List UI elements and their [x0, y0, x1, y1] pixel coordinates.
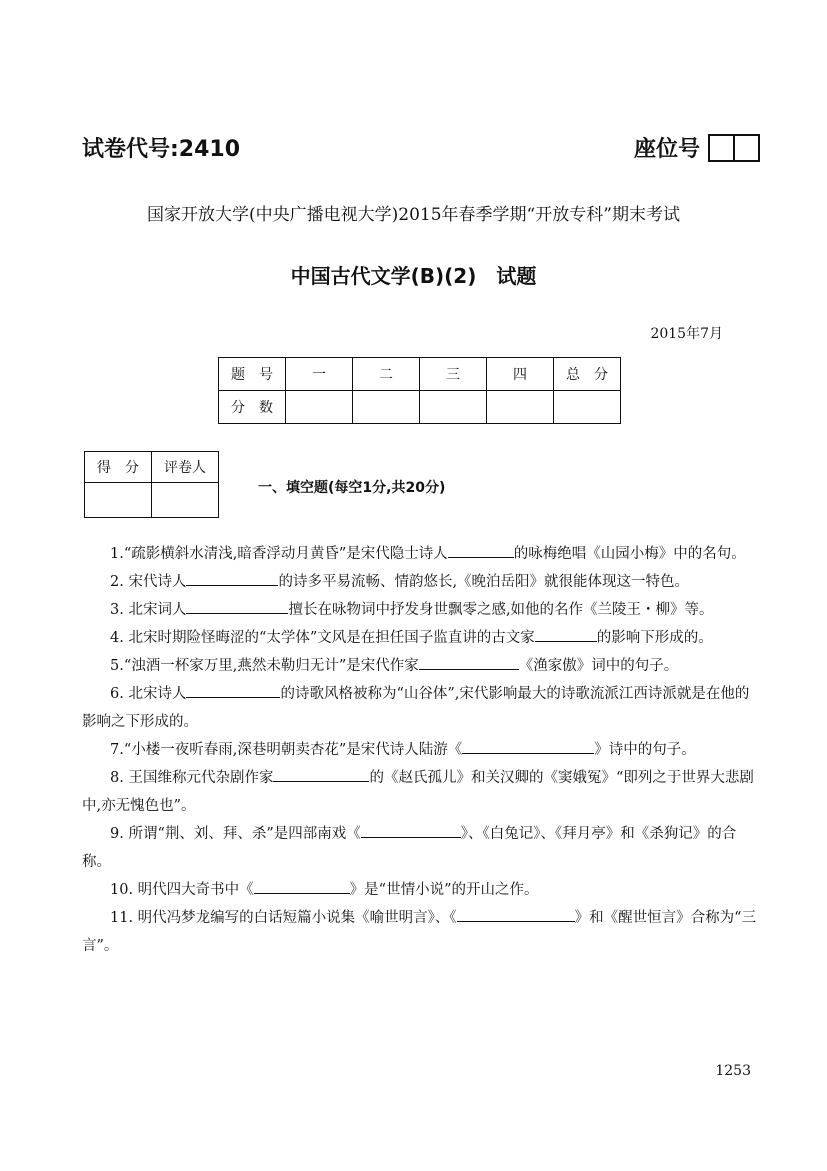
seat-label: 座位号: [634, 137, 701, 162]
score-header-cell: 二: [353, 358, 420, 391]
paper-code: 试卷代号:2410: [82, 137, 241, 162]
question-item: [82, 568, 757, 596]
question-list: [82, 540, 757, 960]
score-header-cell: 三: [420, 358, 487, 391]
question-text: 》是“世情小说”的开山之作。: [349, 882, 539, 898]
answer-blank[interactable]: [457, 905, 575, 922]
question-item: [82, 820, 757, 876]
score-cell[interactable]: [286, 391, 353, 424]
question-item: [82, 624, 757, 652]
question-text: 10. 明代四大奇书中《: [110, 882, 254, 898]
question-text: 擅长在咏物词中抒发身世飘零之感,如他的名作《兰陵王・柳》等。: [288, 602, 714, 618]
score-cell[interactable]: [420, 391, 487, 424]
question-text: 9. 所谓“荆、刘、拜、杀”是四部南戏《: [110, 826, 361, 842]
score-table-header-row: [219, 358, 621, 391]
seat-cell: [735, 136, 758, 160]
section-1-title: 一、填空题(每空1分,共20分): [258, 480, 446, 496]
grader-score-cell[interactable]: [85, 483, 152, 518]
answer-blank[interactable]: [462, 737, 594, 754]
question-text: 1.“疏影横斜水清浅,暗香浮动月黄昏”是宋代隐士诗人: [110, 546, 448, 562]
score-table-score-row: [219, 391, 621, 424]
question-item: [82, 652, 757, 680]
seat-number-box[interactable]: [708, 134, 760, 162]
question-text: 》和《醒世恒言》合称为“三言”。: [82, 910, 757, 954]
score-cell[interactable]: [353, 391, 420, 424]
question-text: 的《赵氏孤儿》和关汉卿的《窦娥冤》“即列之于世界大悲剧中,亦无愧色也”。: [82, 770, 754, 814]
answer-blank[interactable]: [186, 597, 288, 614]
answer-blank[interactable]: [186, 681, 280, 698]
question-text: 4. 北宋时期险怪晦涩的“太学体”文风是在担任国子监直讲的古文家: [110, 630, 535, 646]
exam-date: 2015年7月: [650, 326, 723, 342]
grader-score-label: 得 分: [85, 452, 152, 483]
score-header-cell: 一: [286, 358, 353, 391]
answer-blank[interactable]: [254, 877, 350, 894]
grader-name-label: 评卷人: [152, 452, 219, 483]
question-item: [82, 876, 757, 904]
university-line: 国家开放大学(中央广播电视大学)2015年春季学期“开放专科”期末考试: [147, 205, 680, 225]
question-item: [82, 736, 757, 764]
question-text: 2. 宋代诗人: [110, 574, 187, 590]
question-item: [82, 596, 757, 624]
score-table: [218, 357, 621, 424]
question-item: [82, 680, 757, 736]
question-text: 《渔家傲》词中的句子。: [518, 658, 679, 674]
question-text: 3. 北宋词人: [110, 602, 187, 618]
score-cell[interactable]: [554, 391, 621, 424]
question-item: [82, 904, 757, 960]
score-header-cell: 总 分: [554, 358, 621, 391]
score-header-cell: 四: [487, 358, 554, 391]
question-text: 》、《白兔记》、《拜月亭》和《杀狗记》的合称。: [82, 826, 737, 870]
seat-cell: [710, 136, 735, 160]
grader-name-cell[interactable]: [152, 483, 219, 518]
question-text: 的咏梅绝唱《山园小梅》中的名句。: [513, 546, 746, 562]
page-number: 1253: [715, 1063, 751, 1079]
question-text: 》诗中的句子。: [594, 742, 696, 758]
question-text: 6. 北宋诗人: [110, 686, 187, 702]
answer-blank[interactable]: [361, 821, 461, 838]
answer-blank[interactable]: [186, 569, 278, 586]
score-header-cell: 题 号: [219, 358, 286, 391]
question-text: 11. 明代冯梦龙编写的白话短篇小说集《喻世明言》、《: [110, 910, 457, 926]
score-row-label: 分 数: [219, 391, 286, 424]
question-text: 的诗多平易流畅、情韵悠长,《晚泊岳阳》就很能体现这一特色。: [278, 574, 690, 590]
exam-title: 中国古代文学(B)(2) 试题: [290, 264, 537, 288]
question-item: [82, 540, 757, 568]
question-text: 的诗歌风格被称为“山谷体”,宋代影响最大的诗歌流派江西诗派就是在他的影响之下形成的。: [82, 686, 750, 730]
question-text: 7.“小楼一夜听春雨,深巷明朝卖杏花”是宋代诗人陆游《: [110, 742, 463, 758]
score-cell[interactable]: [487, 391, 554, 424]
answer-blank[interactable]: [535, 625, 597, 642]
question-text: 5.“浊酒一杯家万里,燕然未勒归无计”是宋代作家: [110, 658, 419, 674]
answer-blank[interactable]: [419, 653, 519, 670]
grader-table: [84, 451, 219, 518]
answer-blank[interactable]: [448, 541, 514, 558]
question-item: [82, 764, 757, 820]
question-text: 8. 王国维称元代杂剧作家: [110, 770, 274, 786]
question-text: 的影响下形成的。: [596, 630, 713, 646]
answer-blank[interactable]: [273, 765, 369, 782]
